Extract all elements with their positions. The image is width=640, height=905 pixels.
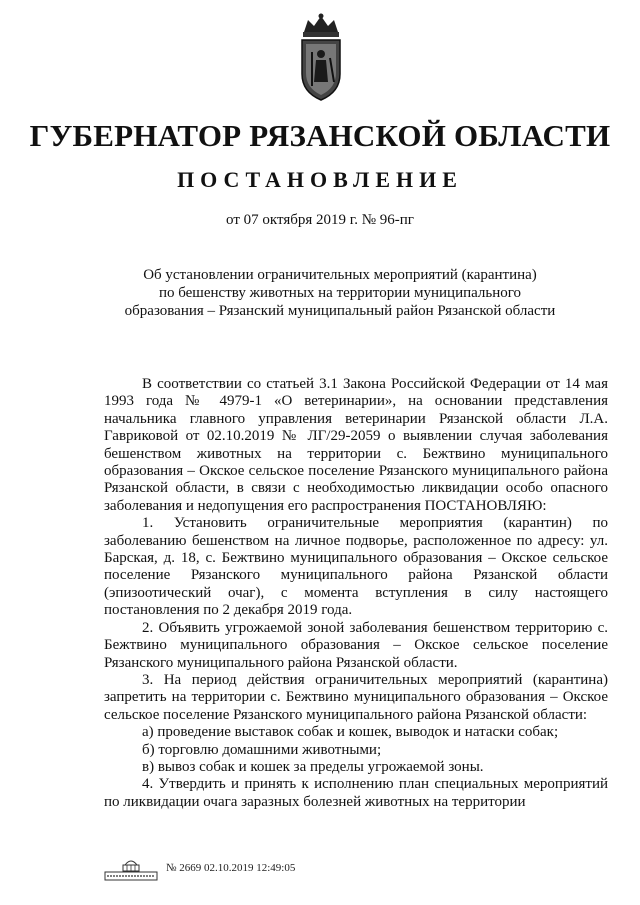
subject-line: Об установлении ограничительных мероприятий (карантина)	[143, 267, 537, 283]
document-type: ПОСТАНОВЛЕНИЕ	[177, 167, 463, 192]
registry-stamp-icon	[103, 855, 159, 883]
clause-1: 1. Установить ограничительные мероприятия (карантин) по заболеванию бешенством на личное подворье, расположенное по адресу: ул. Барская, д. 18, с. Бежтвино муниципального образования – Окское сельское поселение Рязанского муниципального района Рязанской области (эпизоотический очаг), с момента вступления в силу настоящего постановления по 2 декабря 2019 года.	[104, 515, 608, 619]
clause-3b: б) торговлю домашними животными;	[142, 741, 382, 758]
clause-4: 4. Утвердить и принять к исполнению план специальных мероприятий по ликвидации очага заразных болезней животных на территории	[104, 776, 608, 810]
clause-2: 2. Объявить угрожаемой зоной заболевания бешенством территорию с. Бежтвино муниципального образования – Окское сельское поселение Рязанского муниципального района Рязанской области.	[104, 619, 608, 671]
subject-line: образования – Рязанский муниципальный район Рязанской области	[124, 303, 556, 319]
clause-3c: в) вывоз собак и кошек за пределы угрожаемой зоны.	[142, 758, 484, 775]
coat-of-arms-emblem	[290, 12, 352, 104]
document-subject	[110, 266, 570, 320]
clause-3a: а) проведение выставок собак и кошек, выводок и натаски собак;	[142, 724, 559, 741]
registration-mark: № 2669 02.10.2019 12:49:05	[166, 862, 296, 874]
preamble-paragraph: В соответствии со статьей 3.1 Закона Российской Федерации от 14 мая 1993 года № 4979-1 «О ветеринарии», на основании представления начальника главного управления ветеринарии Рязанской области Л.А. Гавриковой от 02.10.2019 № ЛГ/29-2059 о выявлении случая заболевания бешенством животных на территории с. Бежтвино муниципального образования – Окское сельское поселение Рязанского муниципального района Рязанской области, в связи с необходимостью ликвидации особо опасного заболевания и недопущения его распространения ПОСТАНОВЛЯЮ:	[104, 376, 608, 514]
issuer-title: ГУБЕРНАТОР РЯЗАНСКОЙ ОБЛАСТИ	[29, 118, 611, 153]
subject-line: по бешенству животных на территории муниципального	[158, 285, 522, 301]
document-body	[104, 376, 608, 811]
clause-3: 3. На период действия ограничительных мероприятий (карантина) запретить на территории с. Бежтвино муниципального образования – Окское сельское поселение Рязанского муниципального района Рязанской области:	[104, 671, 608, 723]
document-date-number: от 07 октября 2019 г. № 96-пг	[226, 212, 414, 228]
